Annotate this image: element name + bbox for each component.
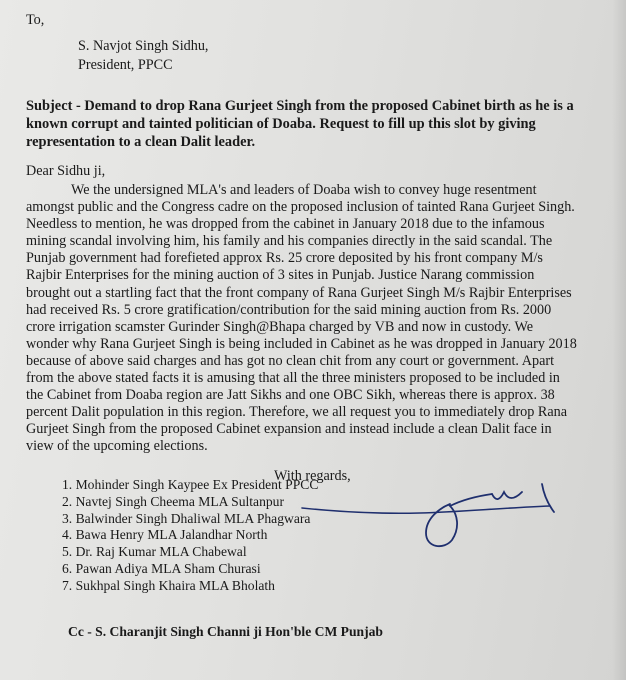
signatory-item: 4. Bawa Henry MLA Jalandhar North [62, 527, 268, 543]
subject-line: Subject - Demand to drop Rana Gurjeet Singh from the proposed Cabinet birth as he is a [26, 98, 574, 114]
letter-to: To, [26, 12, 45, 28]
subject-line: known corrupt and tainted politician of Doaba. Request to fill up this slot by giving [26, 116, 536, 132]
body-line: Gurjeet Singh from the proposed Cabinet expansion and instead include a clean Dalit face in [26, 421, 552, 438]
body-line: from the above stated facts it is amusing that all the three ministers proposed to be included in [26, 370, 560, 387]
signature-loop-stroke [426, 494, 492, 546]
salutation: Dear Sidhu ji, [26, 163, 106, 179]
signatory-item: 3. Balwinder Singh Dhaliwal MLA Phagwara [62, 510, 311, 526]
cc-line: Cc - S. Charanjit Singh Channi ji Hon'ble CM Punjab [68, 624, 383, 639]
signatory-item: 6. Pawan Adiya MLA Sham Churasi [62, 560, 261, 576]
signatory-list [62, 473, 318, 595]
handwritten-signature [300, 478, 560, 558]
signature-underline-stroke [302, 506, 550, 513]
signature-tail-stroke [542, 484, 554, 512]
letter-body [26, 182, 606, 456]
addressee-name: S. Navjot Singh Sidhu, [78, 38, 209, 54]
body-line: amongst public and the Congress cadre on the proposed inclusion of tainted Rana Gurjeet Singh. [26, 199, 575, 216]
body-line: We the undersigned MLA's and leaders of Doaba wish to convey huge resentment [71, 182, 537, 198]
body-line: Rajbir Enterprises for the mining auction of 3 sites in Punjab. Justice Narang commission [26, 267, 535, 284]
page-shadow [612, 0, 626, 680]
body-line: wonder why Rana Gurjeet Singh is being included in Cabinet as he was dropped in January 2018 [26, 335, 577, 352]
addressee-title: President, PPCC [78, 57, 173, 73]
body-line: percent Dalit population in this region. Therefore, we all request you to immediately drop Rana [26, 404, 568, 421]
signatory-item: 5. Dr. Raj Kumar MLA Chabewal [62, 544, 247, 560]
subject-block [26, 97, 611, 151]
signatory-item: 2. Navtej Singh Cheema MLA Sultanpur [62, 493, 285, 509]
body-line: the Cabinet from Doaba region are Jatt Sikhs and one OBC Sikh, whereas there is approx. 38 [26, 387, 555, 404]
signatory-item: 7. Sukhpal Singh Khaira MLA Bholath [62, 577, 275, 593]
subject-line: representation to a clean Dalit leader. [26, 134, 256, 150]
signature-hook-stroke [492, 492, 522, 499]
body-line: because of above said charges and has got no clean chit from any court or government. Apart [26, 352, 555, 369]
body-line: had received Rs. 5 crore gratification/contribution for the said mining auction from Rs. 2000 [26, 301, 552, 318]
signatory-item: 1. Mohinder Singh Kaypee Ex President PPCC [62, 477, 319, 492]
body-line: Needless to mention, he was dropped from the cabinet in January 2018 due to the infamous [26, 216, 545, 233]
body-line: view of the upcoming elections. [26, 438, 208, 455]
closing: With regards, [274, 468, 351, 484]
body-line: crore irrigation scamster Gurinder Singh@Bhapa charged by VB and now in custody. We [26, 318, 534, 335]
body-line: Punjab government had forefieted approx Rs. 25 crore deposited by his front company M/s [26, 250, 543, 267]
body-line: brought out a startling fact that the front company of Rana Gurjeet Singh M/s Rajbir Enterprises [26, 284, 572, 301]
body-line: mining scandal involving him, his family and his companies directly in the said scandal. The [26, 233, 553, 250]
